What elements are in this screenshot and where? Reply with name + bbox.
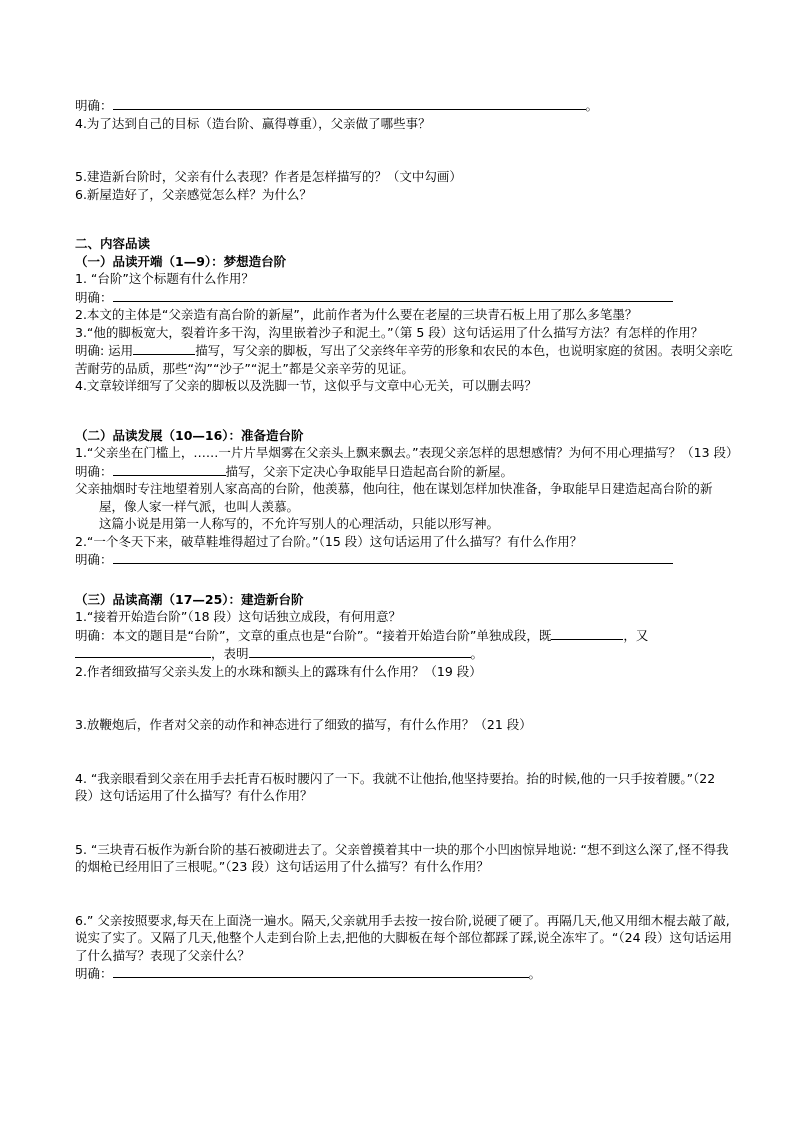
part3-question-6: 6.” 父亲按照要求,每天在上面浇一遍水。隔天,父亲就用手去按一按台阶,说硬了硬了。再隔几天,他又用细木棍去敲了敲,说实了实了。又隔了几天,他整个人走到台阶上去,把他的大脚板在每个部位都踩了踩,说全冻牢了。“（24 段）这句话运用了什么描写？表现了父亲什么？ [75,912,733,963]
part-title-1: （一）品读开端（1—9）：梦想造台阶 [75,253,287,269]
answer-blank[interactable] [113,964,529,978]
answer-blank[interactable] [113,550,673,564]
part3-question-5: 5. “三块青石板作为新台阶的基石被砌进去了。父亲曾摸着其中一块的那个小凹凼惊异地说: “想不到这么深了,怪不得我的烟枪已经用旧了三根呢。”（23 段）这句话运用了什么描写？有什么作用？ [75,841,729,874]
answer-blank[interactable] [113,288,673,302]
part2-question-1: 1.“父亲坐在门槛上，……一片片旱烟雾在父亲头上飘来飘去。”表现父亲怎样的思想感情？为何不用心理描写？（13 段） [75,445,739,460]
answer-blank[interactable] [249,644,471,658]
part2-answer-2: 明确： [75,550,735,569]
part2-answer-1-detail: 父亲抽烟时专注地望着别人家高高的台阶，他羡慕，他向往，他在谋划怎样加快准备，争取能早日建造起高台阶的新屋，像人家一样气派，也叫人羡慕。 [75,481,713,514]
part1-answer-1: 明确： [75,288,735,307]
part1-question-3: 3.“他的脚板宽大，裂着许多干沟，沟里嵌着沙子和泥土。”（第 5 段）这句话运用了什么描写方法？有怎样的作用？ [75,324,704,340]
part2-question-2: 2.“一个冬天下来，破草鞋堆得超过了台阶。”（15 段）这句话运用了什么描写？有什么作用？ [75,533,583,549]
part1-question-4: 4.文章较详细写了父亲的脚板以及洗脚一节，这似乎与文章中心无关，可以删去吗？ [75,378,537,393]
part2-answer-1-note: 这篇小说是用第一人称写的，不允许写别人的心理活动，只能以形写神。 [99,516,500,531]
answer-blank[interactable] [75,644,211,658]
worksheet-page [75,96,739,983]
question-5: 5.建造新台阶时，父亲有什么表现？作者是怎样描写的？（文中勾画） [75,169,462,184]
part1-answer-3: 明确: 运用 描写，写父亲的脚板，写出了父亲终年辛劳的形象和农民的本色，也说明家庭的贫困。表明父亲吃苦耐劳的品质，那些“沟”“沙子”“泥土”都是父亲辛劳的见证。 [75,343,733,376]
answer-blank[interactable] [113,462,226,476]
answer-blank[interactable] [551,626,623,640]
question-6: 6.新屋造好了，父亲感觉怎么样？为什么？ [75,186,312,202]
part3-answer-1: 明确：本文的题目是“台阶”，文章的重点也是“台阶”。“接着开始造台阶”单独成段，既 ，又，表明 。 [75,627,649,661]
answer-line-q3: 明确： 。 [75,98,599,113]
part-title-2: （二）品读发展（10—16）：准备造台阶 [75,427,304,443]
question-4: 4.为了达到自己的目标（造台阶、赢得尊重），父亲做了哪些事？ [75,115,431,131]
part-title-3: （三）品读高潮（17—25）：建造新台阶 [75,591,304,607]
part3-question-1: 1.“接着开始造台阶”（18 段）这句话独立成段，有何用意？ [75,609,402,624]
section-title: 二、内容品读 [75,236,151,251]
answer-blank[interactable] [133,341,195,355]
part2-answer-1: 明确： 描写，父亲下定决心争取能早日造起高台阶的新屋。 [75,463,514,479]
part3-question-3: 3.放鞭炮后，作者对父亲的动作和神态进行了细致的描写，有什么作用？（21 段） [75,717,532,732]
part1-question-1: 1. “台阶”这个标题有什么作用？ [75,271,254,286]
part3-answer-6: 明确： 。 [75,966,542,981]
part1-question-2: 2.本文的主体是“父亲造有高台阶的新屋”，此前作者为什么要在老屋的三块青石板上用了那么多笔墨？ [75,307,638,322]
answer-blank[interactable] [113,96,586,110]
part3-question-4: 4. “我亲眼看到父亲在用手去托青石板时腰闪了一下。我就不让他抬,他坚持要抬。抬的时候,他的一只手按着腰。”（22 段）这句话运用了什么描写？有什么作用？ [75,770,716,803]
part3-question-2: 2.作者细致描写父亲头发上的水珠和额头上的露珠有什么作用？（19 段） [75,663,482,679]
